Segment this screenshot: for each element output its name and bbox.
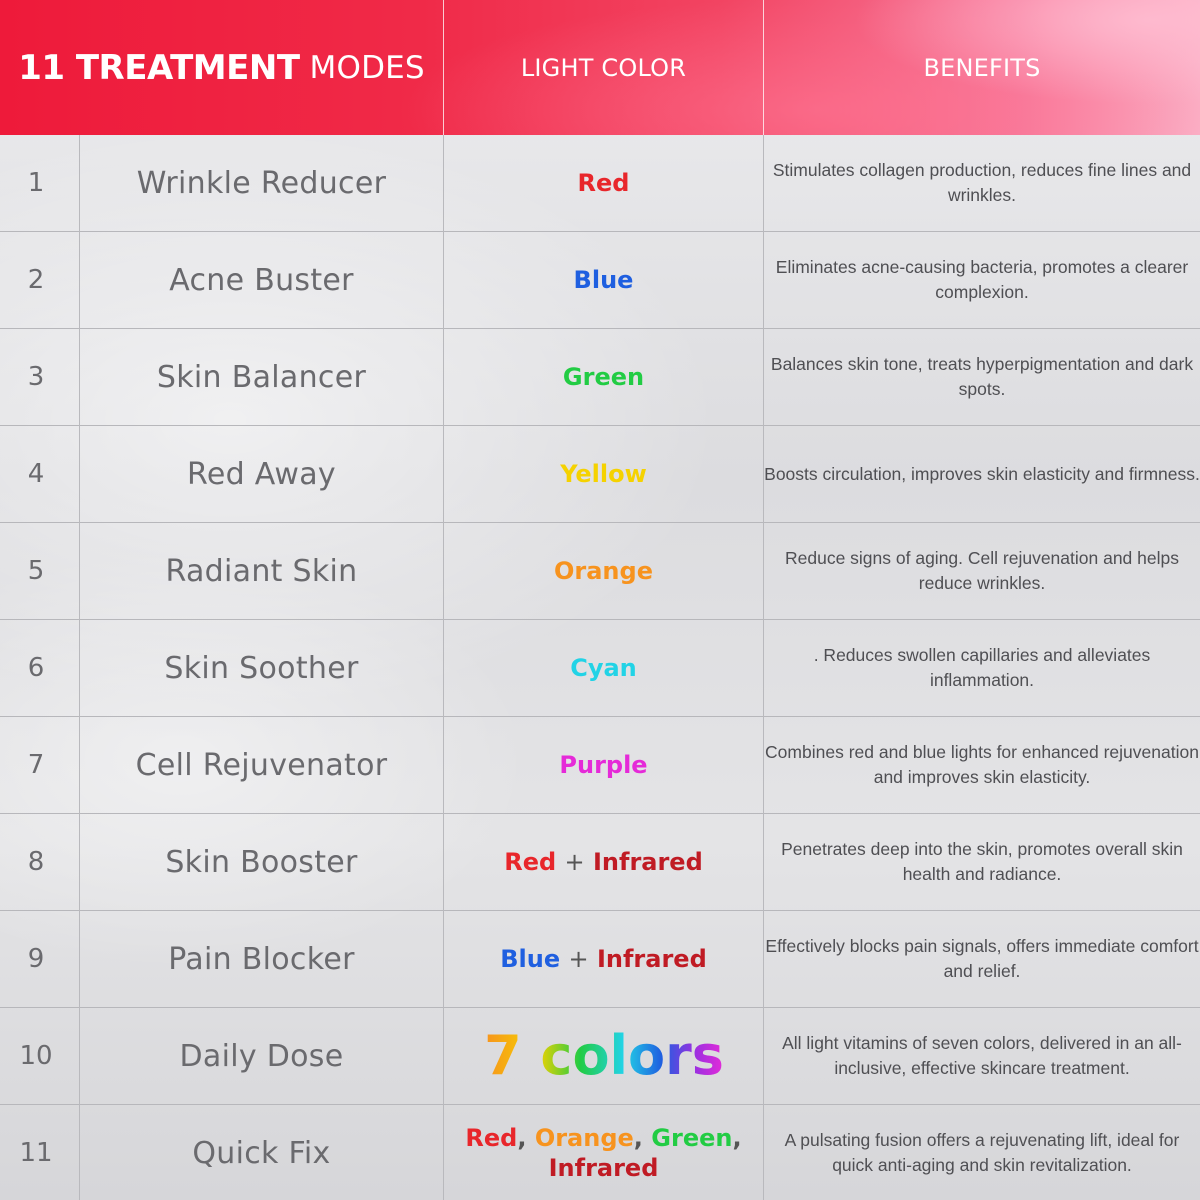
- table-row: [0, 329, 1200, 426]
- color-line-2: [549, 1153, 659, 1183]
- table-row: [0, 1105, 1200, 1200]
- mode-name: Skin Booster: [165, 844, 358, 880]
- row-number: 8: [27, 847, 45, 877]
- mode-name: Cell Rejuvenator: [135, 747, 388, 783]
- light-color-label: Green: [562, 363, 645, 391]
- light-color-label: Blue: [573, 266, 634, 294]
- column-divider: [443, 135, 444, 1200]
- mode-name: Pain Blocker: [168, 941, 355, 977]
- mode-name: Wrinkle Reducer: [136, 165, 387, 201]
- light-color-label: Orange: [554, 557, 653, 585]
- benefit-text: Reduce signs of aging. Cell rejuvenation and helps reduce wrinkles.: [784, 548, 1179, 593]
- color-part-plus: +: [564, 848, 585, 876]
- light-color-label: Yellow: [560, 460, 647, 488]
- table-body: [0, 135, 1200, 1200]
- color-line-1: [465, 1123, 741, 1153]
- column-divider: [763, 135, 764, 1200]
- mode-name: Red Away: [187, 456, 336, 492]
- benefit-text: Eliminates acne-causing bacteria, promotes a clearer complexion.: [775, 257, 1189, 302]
- color-part-comma: ,: [517, 1124, 527, 1152]
- benefit-text: All light vitamins of seven colors, delivered in an all-inclusive, effective skincare treatment.: [782, 1033, 1182, 1078]
- header-title-light: MODES: [309, 49, 425, 86]
- color-part-infrared: Infrared: [548, 1154, 659, 1182]
- row-number: 1: [27, 168, 45, 198]
- color-part-comma: ,: [633, 1124, 643, 1152]
- row-number: 5: [27, 556, 45, 586]
- color-part-comma: ,: [732, 1124, 742, 1152]
- color-part-infrared: Infrared: [592, 848, 703, 876]
- light-color-label: [444, 911, 763, 1007]
- header-divider: [443, 0, 444, 135]
- table-row: [0, 426, 1200, 523]
- benefit-text: Balances skin tone, treats hyperpigmentation and dark spots.: [770, 354, 1194, 399]
- row-number: 6: [27, 653, 45, 683]
- light-color-label: [444, 814, 763, 910]
- benefit-text: Combines red and blue lights for enhanced rejuvenation and improves skin elasticity.: [765, 742, 1199, 787]
- mode-name: Radiant Skin: [165, 553, 358, 589]
- row-number: 2: [27, 265, 45, 295]
- row-number: 9: [27, 944, 45, 974]
- table-row: [0, 135, 1200, 232]
- light-color-label: Purple: [559, 751, 648, 779]
- color-part-red: Red: [465, 1124, 518, 1152]
- table-row: [0, 523, 1200, 620]
- table-row: [0, 232, 1200, 329]
- benefit-text: . Reduces swollen capillaries and alleviates inflammation.: [813, 645, 1151, 690]
- header-title-bold: 11 TREATMENT: [18, 47, 300, 88]
- table-row: [0, 911, 1200, 1008]
- benefit-text: Effectively blocks pain signals, offers immediate comfort and relief.: [765, 936, 1199, 981]
- color-part-green: Green: [651, 1124, 733, 1152]
- mode-name: Skin Balancer: [156, 359, 367, 395]
- color-part-infrared: Infrared: [596, 945, 707, 973]
- table-row: [0, 1008, 1200, 1105]
- mode-name: Quick Fix: [192, 1135, 331, 1171]
- row-number: 3: [27, 362, 45, 392]
- column-divider: [79, 135, 80, 1200]
- mode-name: Acne Buster: [169, 262, 354, 298]
- row-number: 10: [19, 1041, 53, 1071]
- header-title: [0, 0, 443, 135]
- table-row: [0, 717, 1200, 814]
- seven-colors-graphic: [469, 1016, 739, 1096]
- benefit-text: A pulsating fusion offers a rejuvenating lift, ideal for quick anti-aging and skin revitalization.: [784, 1130, 1180, 1175]
- light-color-label: Red: [577, 169, 630, 197]
- table-header: [0, 0, 1200, 135]
- color-part-blue: Blue: [500, 945, 561, 973]
- benefit-text: Stimulates collagen production, reduces fine lines and wrinkles.: [772, 160, 1192, 205]
- row-number: 11: [19, 1138, 53, 1168]
- table-row: [0, 814, 1200, 911]
- mode-name: Skin Soother: [164, 650, 359, 686]
- color-part-plus: +: [568, 945, 589, 973]
- light-color-label: [444, 1105, 763, 1200]
- benefit-text: Penetrates deep into the skin, promotes overall skin health and radiance.: [781, 839, 1183, 884]
- color-part-orange: Orange: [534, 1124, 634, 1152]
- header-light-color: LIGHT COLOR: [520, 53, 687, 82]
- light-color-label: Cyan: [570, 654, 637, 682]
- mode-name: Daily Dose: [179, 1038, 344, 1074]
- light-color-label: [444, 1008, 763, 1104]
- row-number: 7: [27, 750, 45, 780]
- header-benefits: BENEFITS: [923, 53, 1041, 82]
- color-part-red: Red: [504, 848, 557, 876]
- seven-colors-label: 7 colors: [483, 1024, 724, 1087]
- benefit-text: Boosts circulation, improves skin elasticity and firmness.: [764, 463, 1200, 484]
- row-number: 4: [27, 459, 45, 489]
- header-divider: [763, 0, 764, 135]
- table-row: [0, 620, 1200, 717]
